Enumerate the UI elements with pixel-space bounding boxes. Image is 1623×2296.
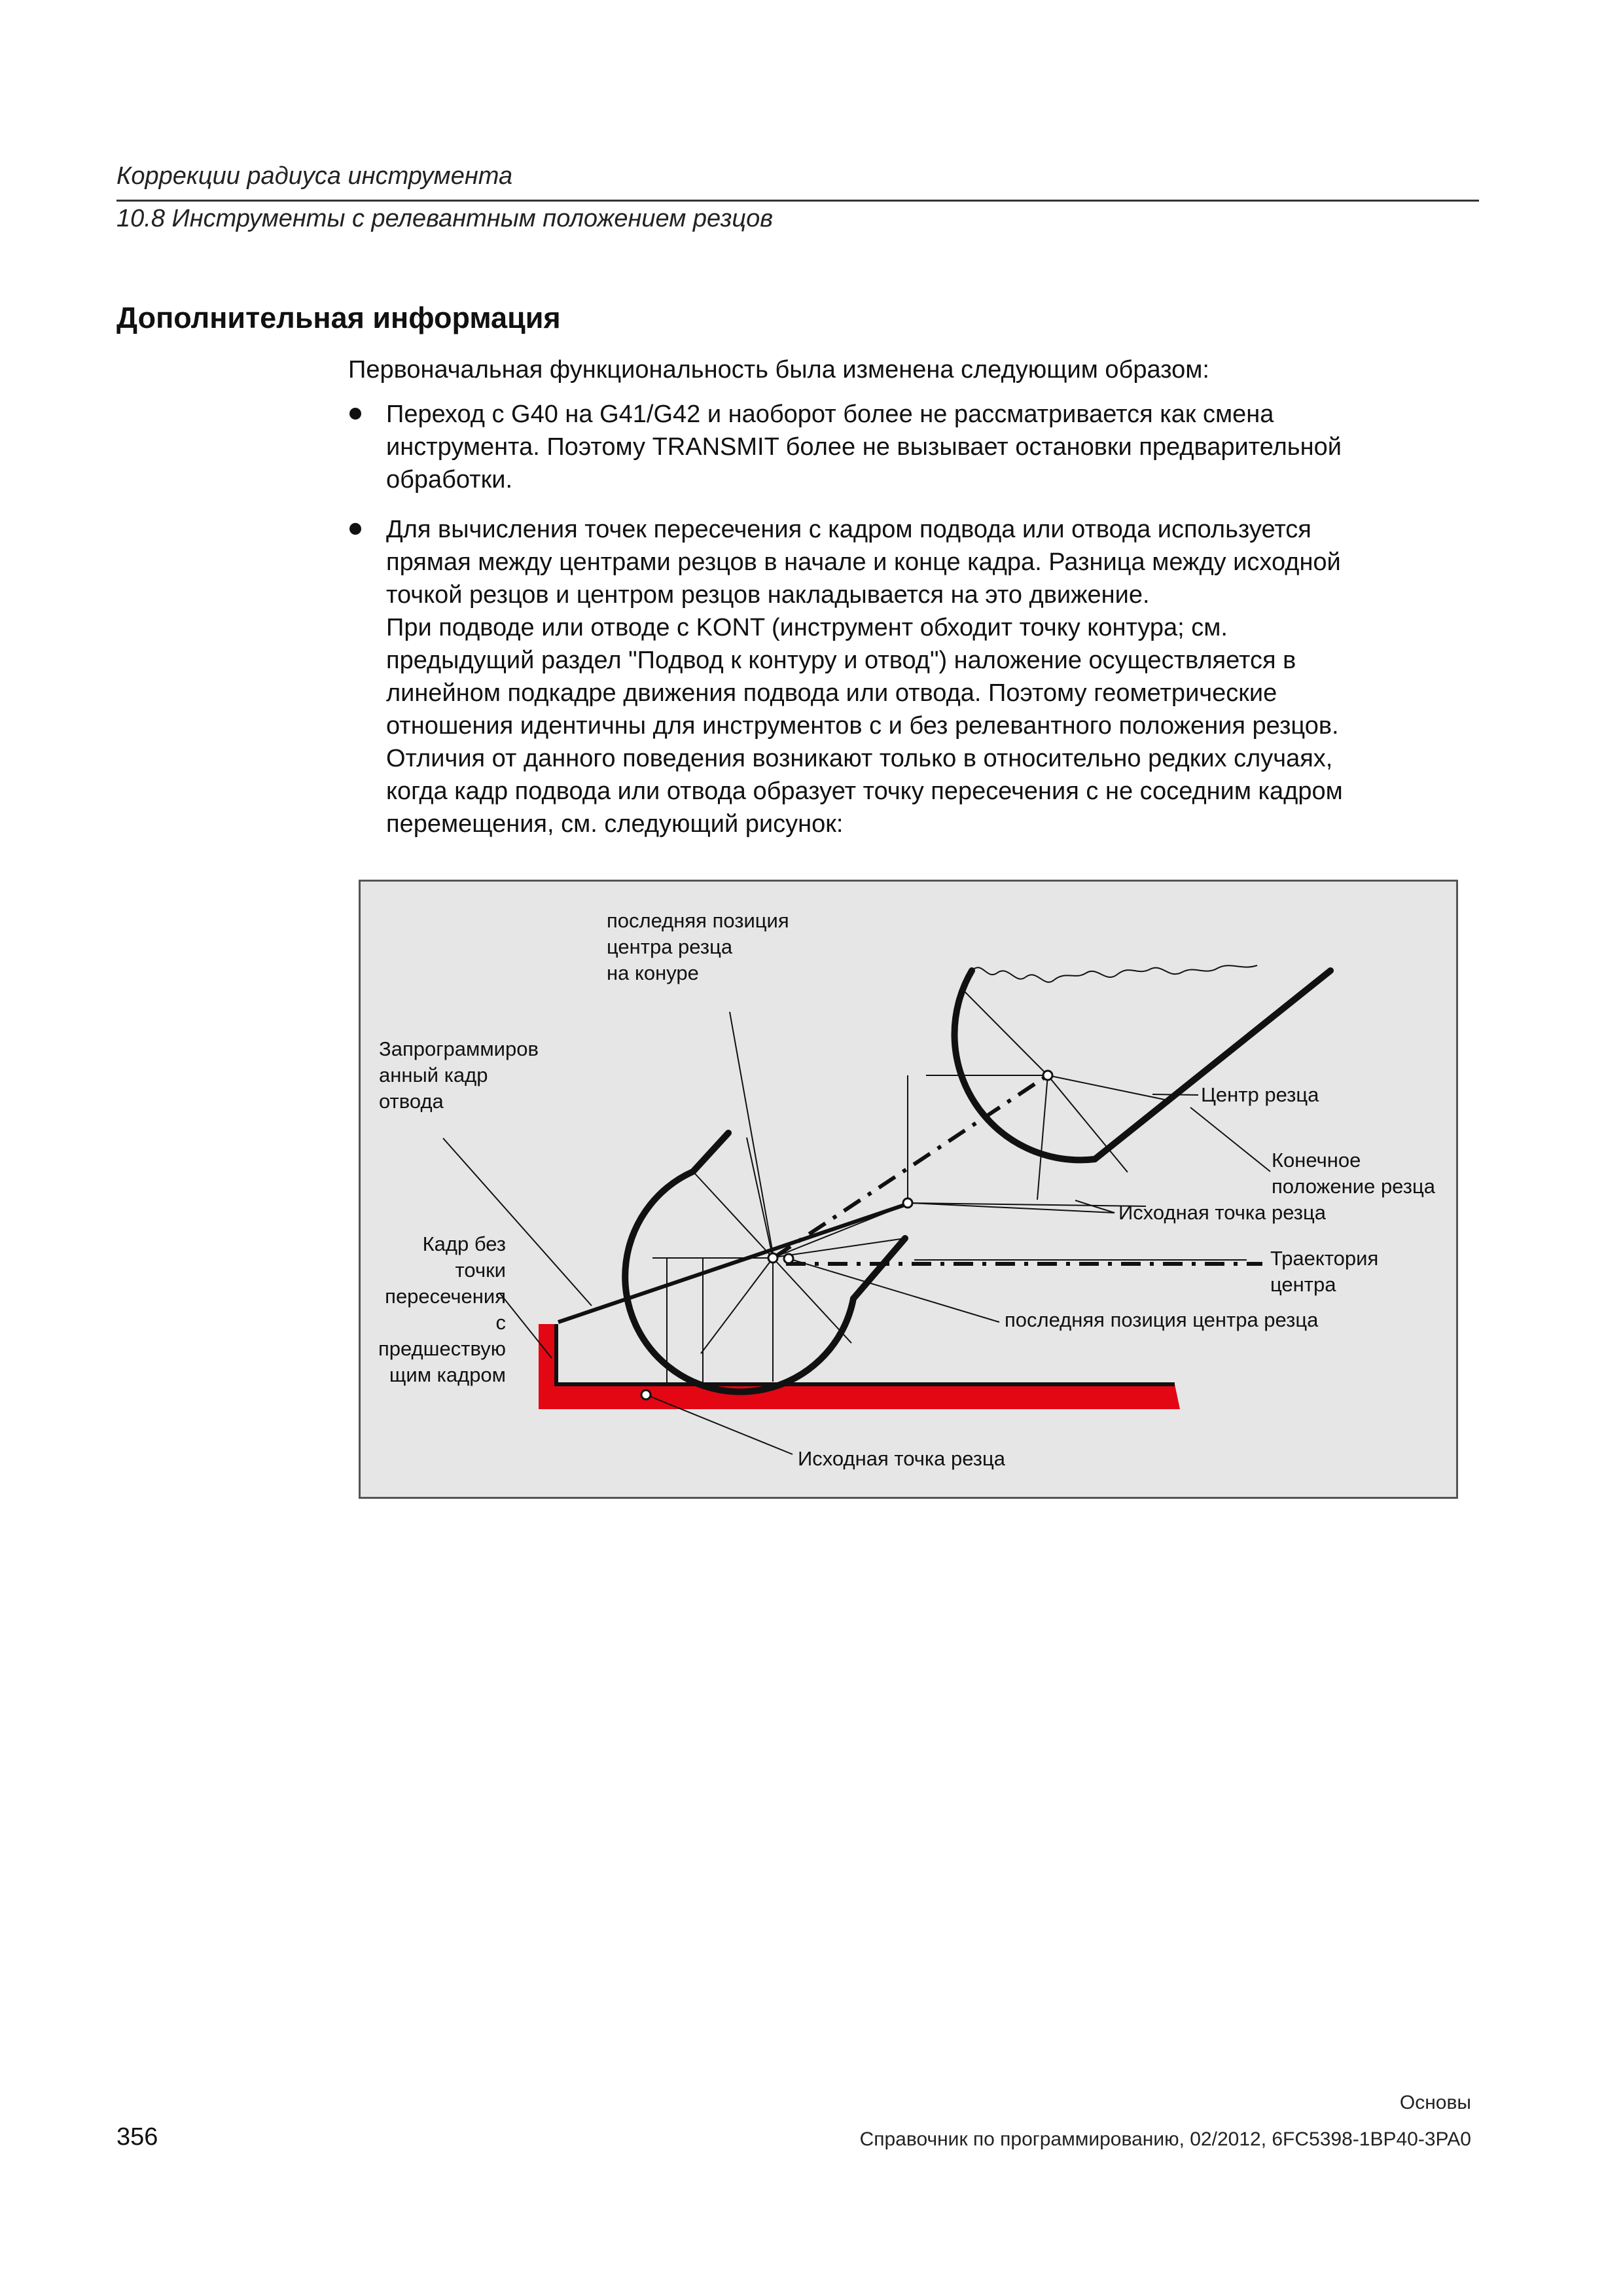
bullet-line: Для вычисления точек пересечения с кадром подвода или отвода используется bbox=[386, 516, 1311, 543]
bullet-dot-icon bbox=[349, 408, 361, 420]
bullet-item bbox=[348, 513, 1487, 840]
page-number: 356 bbox=[116, 2123, 158, 2151]
label-programmed-block bbox=[379, 1036, 539, 1115]
footer-doc-title: Основы bbox=[1399, 2092, 1471, 2113]
bullet-line: отношения идентичны для инструментов с и без релевантного положения резцов. bbox=[386, 712, 1339, 740]
label-block-no-intersection bbox=[361, 1231, 506, 1388]
bullet-list bbox=[348, 398, 1487, 857]
label-last-pos-contour bbox=[607, 908, 789, 986]
bullet-line: При подводе или отводе с KONT (инструмент обходит точку контура; см. bbox=[386, 614, 1228, 641]
label-start-point-bottom: Исходная точка резца bbox=[798, 1447, 1006, 1470]
label-line: на конуре bbox=[607, 961, 699, 984]
label-line: последняя позиция bbox=[607, 909, 789, 932]
upper-cutter-arc bbox=[955, 971, 1330, 1160]
cutter-position-figure bbox=[359, 880, 1458, 1499]
label-line: центра bbox=[1270, 1273, 1336, 1296]
footer-manual-info: Справочник по программированию, 02/2012, 6FC5398-1BP40-3PA0 bbox=[859, 2128, 1471, 2150]
label-line: Кадр без bbox=[422, 1232, 506, 1255]
label-center-path bbox=[1270, 1246, 1378, 1298]
label-last-pos-center: последняя позиция центра резца bbox=[1005, 1308, 1319, 1331]
label-end-position bbox=[1272, 1147, 1435, 1200]
label-line: пересечения bbox=[385, 1285, 506, 1308]
bullet-line: Отличия от данного поведения возникают только в относительно редких случаях, bbox=[386, 745, 1333, 772]
bullet-item bbox=[348, 398, 1487, 496]
bullet-line: предыдущий раздел "Подвод к контуру и отвод") наложение осуществляется в bbox=[386, 647, 1296, 674]
center-path-diagonal bbox=[774, 1075, 1048, 1257]
bullet-line: обработки. bbox=[386, 466, 513, 493]
bullet-line: когда кадр подвода или отвода образует точку пересечения с не соседним кадром bbox=[386, 778, 1343, 805]
label-start-point-top: Исходная точка резца bbox=[1118, 1201, 1327, 1224]
bullet-line: прямая между центрами резцов в начале и конце кадра. Разница между исходной bbox=[386, 548, 1341, 576]
break-edge bbox=[972, 965, 1257, 982]
bullet-line: перемещения, см. следующий рисунок: bbox=[386, 810, 844, 838]
intro-paragraph: Первоначальная функциональность была изменена следующим образом: bbox=[348, 356, 1209, 384]
running-header-section: 10.8 Инструменты с релевантным положением резцов bbox=[116, 205, 774, 232]
running-header-title: Коррекции радиуса инструмента bbox=[116, 162, 513, 190]
label-line: центра резца bbox=[607, 935, 733, 958]
label-line: с bbox=[495, 1311, 506, 1334]
section-heading: Дополнительная информация bbox=[116, 301, 561, 334]
workpiece-shape bbox=[539, 1324, 1180, 1409]
label-line: точки bbox=[455, 1259, 506, 1282]
label-line: предшествую bbox=[378, 1337, 506, 1360]
bullet-line: Переход с G40 на G41/G42 и наоборот более не рассматривается как смена bbox=[386, 401, 1274, 428]
upper-cutter-spokes bbox=[908, 988, 1171, 1206]
bullet-line: инструмента. Поэтому TRANSMIT более не вызывает остановки предварительной bbox=[386, 433, 1342, 461]
label-line: отвода bbox=[379, 1090, 444, 1113]
label-line: щим кадром bbox=[389, 1363, 506, 1386]
label-line: анный кадр bbox=[379, 1064, 488, 1086]
label-line: Траектория bbox=[1270, 1247, 1379, 1270]
label-cutter-center: Центр резца bbox=[1201, 1083, 1319, 1106]
header-divider bbox=[116, 200, 1479, 202]
label-line: положение резца bbox=[1272, 1175, 1435, 1198]
label-line: Конечное bbox=[1272, 1149, 1361, 1172]
bullet-line: точкой резцов и центром резцов накладывается на это движение. bbox=[386, 581, 1150, 609]
bullet-dot-icon bbox=[349, 523, 361, 535]
bullet-line: линейном подкадре движения подвода или отвода. Поэтому геометрические bbox=[386, 679, 1277, 707]
label-line: Запрограммиров bbox=[379, 1037, 539, 1060]
